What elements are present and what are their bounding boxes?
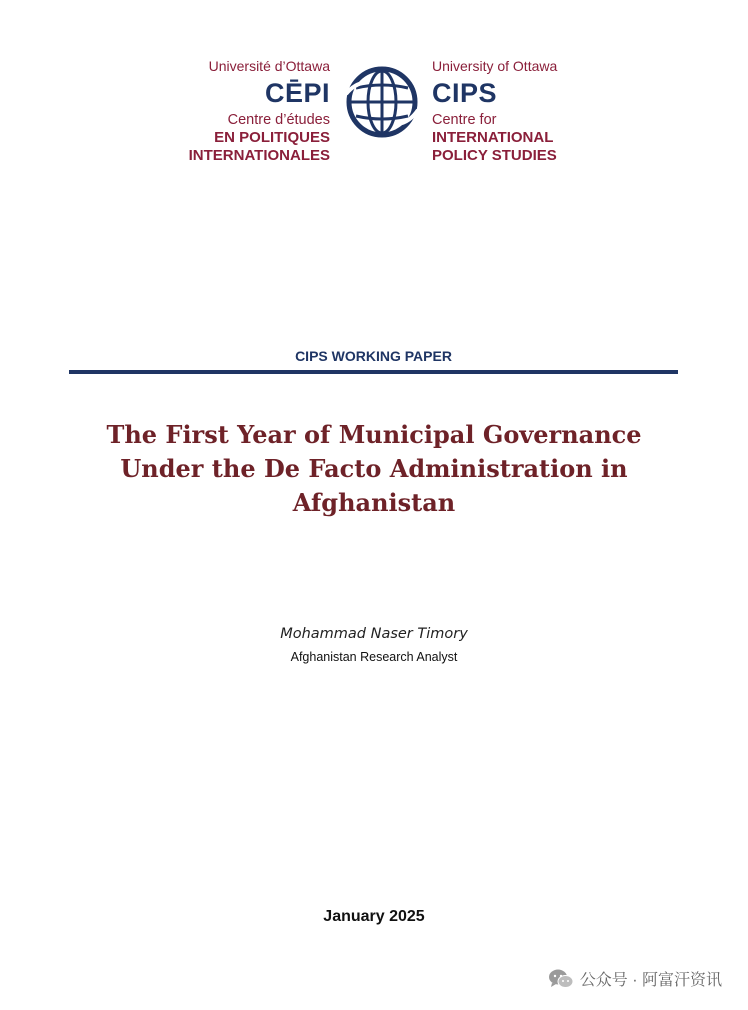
author-role: Afghanistan Research Analyst [290, 650, 458, 664]
publication-date: January 2025 [323, 908, 425, 925]
title-line: The First Year of Municipal Governance [106, 420, 642, 449]
logo-right-line1: Centre for [432, 112, 497, 128]
logo-left-line2: EN POLITIQUES [214, 129, 330, 146]
logo-left-line3: INTERNATIONALES [188, 147, 330, 164]
author-name: Mohammad Naser Timory [280, 626, 468, 642]
logo-left-university: Université d’Ottawa [208, 58, 330, 74]
logo-left-acronym: CĒPI [264, 78, 330, 108]
title-line: Under the De Facto Administration in [120, 454, 628, 483]
wechat-icon [548, 968, 574, 990]
divider-rule [69, 370, 678, 374]
page-title [60, 418, 688, 520]
logo-left-line1: Centre d’études [227, 112, 330, 128]
logo-right-line2: INTERNATIONAL [432, 129, 554, 146]
logo-right-block [432, 57, 557, 165]
title-line: Afghanistan [292, 488, 456, 517]
logo-right-university: University of Ottawa [432, 58, 558, 74]
series-label: CIPS WORKING PAPER [295, 348, 452, 364]
watermark-text: 公众号 · 阿富汗资讯 [579, 972, 722, 989]
logo-right-acronym: CIPS [432, 78, 498, 108]
logo-right-line3: POLICY STUDIES [432, 147, 557, 164]
watermark [548, 967, 722, 990]
globe-logo-icon [344, 64, 420, 140]
logo-left-block [189, 57, 330, 165]
